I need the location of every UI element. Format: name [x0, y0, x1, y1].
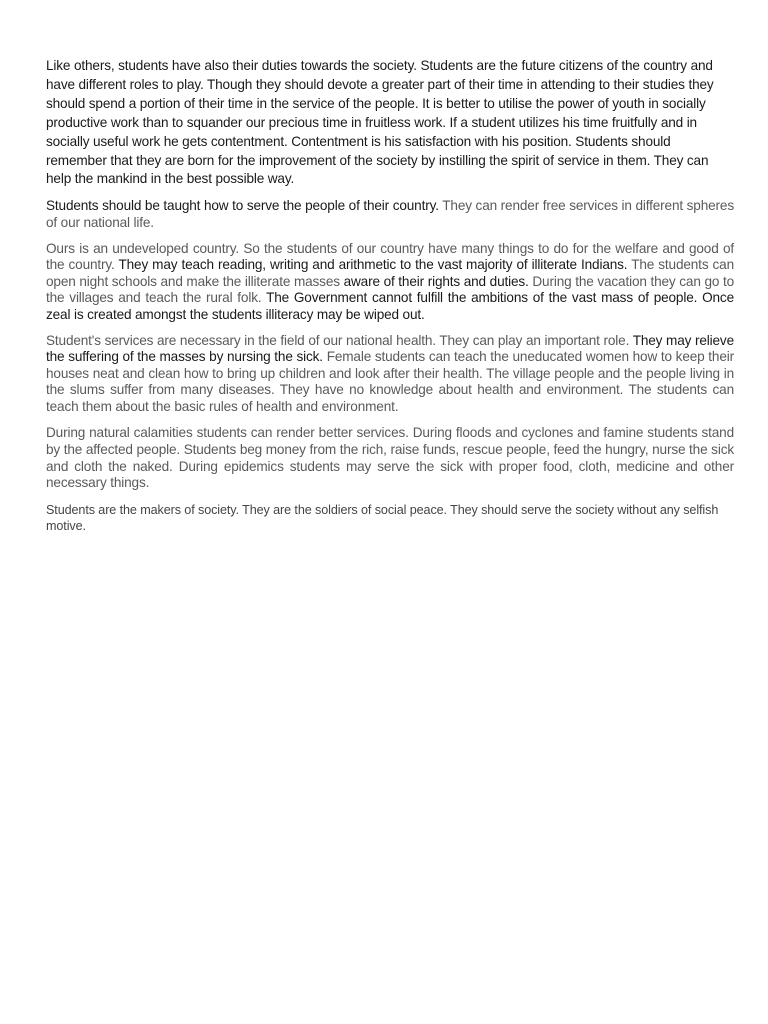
sentence-teach-reading: They may teach reading, writing and arithmetic to the vast majority of illiterate Indians. — [118, 257, 628, 273]
sentence-nursing-sick: They may relieve the suffering of the masses by nursing the sick. — [46, 332, 734, 365]
sentence-national-health: Student's services are necessary in the field of our national health. They can play an important role. — [46, 332, 633, 348]
sentence-taught-to-serve: Students should be taught how to serve the people of their country. — [46, 198, 439, 214]
document-page — [46, 57, 734, 534]
sentence-free-services: They can render free services in different spheres of our national life. — [46, 198, 734, 230]
paragraph-education — [46, 241, 734, 324]
paragraph-serve-people — [46, 198, 734, 231]
paragraph-calamities: During natural calamities students can render better services. During floods and cyclones and famine students stand by the affected people. Students beg money from the rich, raise funds, rescue people, feed the hungry, nurse the sick and cloth the naked. During epidemics students may serve the sick with proper food, cloth, medicine and other necessary things. — [46, 425, 734, 491]
paragraph-duties: Like others, students have also their duties towards the society. Students are the future citizens of the country and have different roles to play. Though they should devote a greater part of their time in attending to their studies they should spend a portion of their time in the service of the people. It is better to utilise the power of youth in socially productive work than to squander our precious time in fruitless work. If a student utilizes his time fruitfully and in socially useful work he gets contentment. Contentment is his satisfaction with his position. Students should remember that they are born for the improvement of the society by instilling the spirit of service in them. They can help the mankind in the best possible way. — [46, 58, 714, 187]
sentence-government-ambitions: The Government cannot fulfill the ambitions of the vast mass of people. Once zeal is created amongst the students illiteracy may be wiped out. — [46, 290, 734, 322]
sentence-rights-duties: aware of their rights and duties. — [343, 273, 529, 289]
sentence-night-schools: The students can open night schools and make the illiterate masses — [46, 257, 734, 289]
sentence-vacation-villages: During the vacation they can go to the villages and teach the rural folk. — [46, 273, 734, 306]
sentence-undeveloped-country: Ours is an undeveloped country. So the students of our country have many things to do for the welfare and good of the country. — [46, 240, 734, 273]
paragraph-health — [46, 333, 734, 416]
paragraph-conclusion: Students are the makers of society. They are the soldiers of social peace. They should serve the society without any selfish motive. — [46, 502, 719, 533]
sentence-female-students: Female students can teach the uneducated women how to keep their houses neat and clean how to bring up children and look after their health. The village people and the people living in the slums suffer from many diseases. They have no knowledge about health and environment. The students can teach them about the basic rules of health and environment. — [46, 349, 735, 414]
